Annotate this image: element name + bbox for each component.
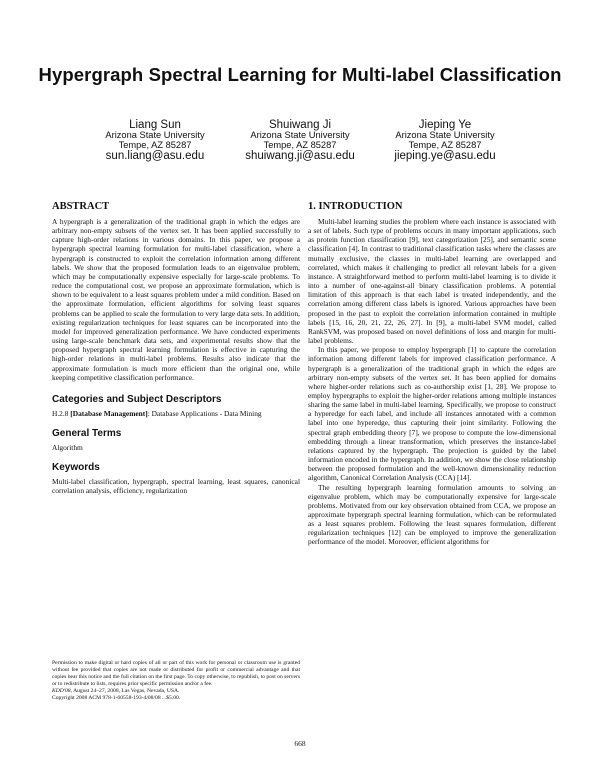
intro-paragraph: The resulting hypergraph learning formulation amounts to solving an eigenvalue problem, which may be computationally expensive for large-scale problems. Motivated from our key observation obtained from CCA, we propose an approximate hypergraph spectral learning formulation, which can be reformulated as a least squares problem. Following the least squares formulation, different regularization techniques [12] can be employed to improve the generalization performance of the model. Moreover, efficient algorithms for: [308, 482, 556, 547]
author-affiliation: Arizona State University: [395, 130, 495, 140]
abstract-text: A hypergraph is a generalization of the traditional graph in which the edges are arbitrary non-empty subsets of the vertex set. It has been applied successfully to capture high-order relations in various domains. In this paper, we propose a hypergraph spectral learning formulation for multi-label classification, where a hypergraph is constructed to exploit the correlation information among different labels. We show that the proposed formulation leads to an eigenvalue problem, which may be computationally expensive especially for large-scale problems. To reduce the computational cost, we propose an approximate formulation, which is shown to be equivalent to a least squares problem under a mild condition. Based on the approximate formulation, efficient algorithms for solving least squares problems can be applied to scale the formulation to very large data sets. In addition, existing regularization techniques for least squares can be incorporated into the model for improved generalization performance. We have conducted experiments using large-scale benchmark data sets, and experimental results show that the proposed hypergraph spectral learning formulation is effective in capturing the high-order relations in multi-label problems. Results also indicate that the approximate formulation is much more efficient than the original one, while keeping competitive classification performance.: [52, 217, 300, 382]
author-3: [370, 119, 520, 163]
author-address: Tempe, AZ 85287: [263, 139, 337, 150]
general-terms-heading: General Terms: [52, 427, 122, 439]
keywords-text: Multi-label classification, hypergraph, spectral learning, least squares, canonical correlation analysis, efficiency, regularization: [52, 477, 300, 496]
intro-paragraph: In this paper, we propose to employ hypergraph [1] to capture the correlation information among different labels for improved classification performance. A hypergraph is a generalization of the traditional graph in which the edges are arbitrary non-empty subsets of the vertex set. It has been applied for domains where higher-order relations such as co-authorship exist [1, 28]. We propose to employ hypergraphs to exploit the higher-order relations among multiple instances sharing the same label in multi-label learning. Specifically, we propose to construct a hyperedge for each label, and include all instances annotated with a common label into one hyperedge, thus capturing their joint similarity. Following the spectral graph embedding theory [7], we propose to compute the low-dimensional embedding through a linear transformation, which preserves the instance-label relations captured by the hypergraph. The projection is guided by the label information encoded in the hypergraph. In addition, we show the close relationship between the proposed formulation and the well-known dimensionality reduction algorithm, Canonical Correlation Analysis (CCA) [14].: [308, 345, 556, 483]
author-address: Tempe, AZ 85287: [408, 139, 482, 150]
general-terms-text: Algorithm: [52, 442, 83, 452]
author-name: Jieping Ye: [418, 119, 472, 131]
category-bold: [Database Management]: [70, 408, 148, 418]
conference-details: August 24–27, 2008, Las Vegas, Nevada, USA.: [72, 688, 180, 694]
introduction-heading: 1. INTRODUCTION: [308, 201, 403, 212]
author-address: Tempe, AZ 85287: [118, 139, 192, 150]
author-email: jieping.ye@asu.edu: [394, 150, 496, 162]
abstract-heading: ABSTRACT: [52, 201, 110, 212]
intro-paragraph: Multi-label learning studies the problem where each instance is associated with a set of labels. Such type of problems occurs in many important applications, such as protein function classification [9], text categorization [25], and semantic scene classification [4]. In contrast to traditional classification tasks where the classes are mutually exclusive, the classes in multi-label learning are overlapped and correlated, which makes it challenging to predict all relevant labels for a given instance. A straightforward method to perform multi-label learning is to divide it into a number of one-against-all binary classification problems. A potential limitation of this approach is that each label is treated independently, and the correlation among different class labels is ignored. Various approaches have been proposed in the past to exploit the correlation information contained in multiple labels [15, 16, 20, 21, 22, 26, 27]. In [9], a multi-label SVM model, called RankSVM, was proposed based on novel definitions of loss and margin for multi-label problems.: [308, 217, 556, 346]
category-rest: : Database Applications - Data Mining: [147, 408, 262, 418]
categories-heading: Categories and Subject Descriptors: [52, 393, 222, 405]
copyright-line: Copyright 2008 ACM 978-1-60558-193-4/08/08 ...$5.00.: [52, 695, 181, 701]
page-number: 668: [294, 739, 306, 748]
categories-text: [52, 409, 300, 418]
author-name: Liang Sun: [129, 119, 181, 131]
author-2: [225, 119, 375, 163]
right-column: [308, 200, 556, 547]
author-block: [80, 119, 520, 163]
author-email: sun.liang@asu.edu: [105, 150, 205, 162]
conference-name: KDD'08,: [52, 688, 72, 694]
category-code: H.2.8: [52, 408, 69, 418]
author-affiliation: Arizona State University: [250, 130, 350, 140]
conference-line: [52, 688, 300, 695]
permission-notice: Permission to make digital or hard copies of all or part of this work for personal or classroom use is granted without fee provided that copies are not made or distributed for profit or commercial advantage and that copies bear this notice and the full citation on the first page. To copy otherwise, to republish, to post on servers or to redistribute to lists, requires prior specific permission and/or a fee.: [52, 660, 300, 687]
author-email: shuiwang.ji@asu.edu: [245, 150, 355, 162]
keywords-heading: Keywords: [52, 462, 100, 474]
copyright-footnote: [52, 660, 300, 702]
paper-title: Hypergraph Spectral Learning for Multi-label Classification: [38, 64, 562, 85]
author-1: [80, 119, 230, 163]
author-affiliation: Arizona State University: [105, 130, 205, 140]
author-name: Shuiwang Ji: [268, 119, 331, 131]
left-column: [52, 200, 300, 495]
